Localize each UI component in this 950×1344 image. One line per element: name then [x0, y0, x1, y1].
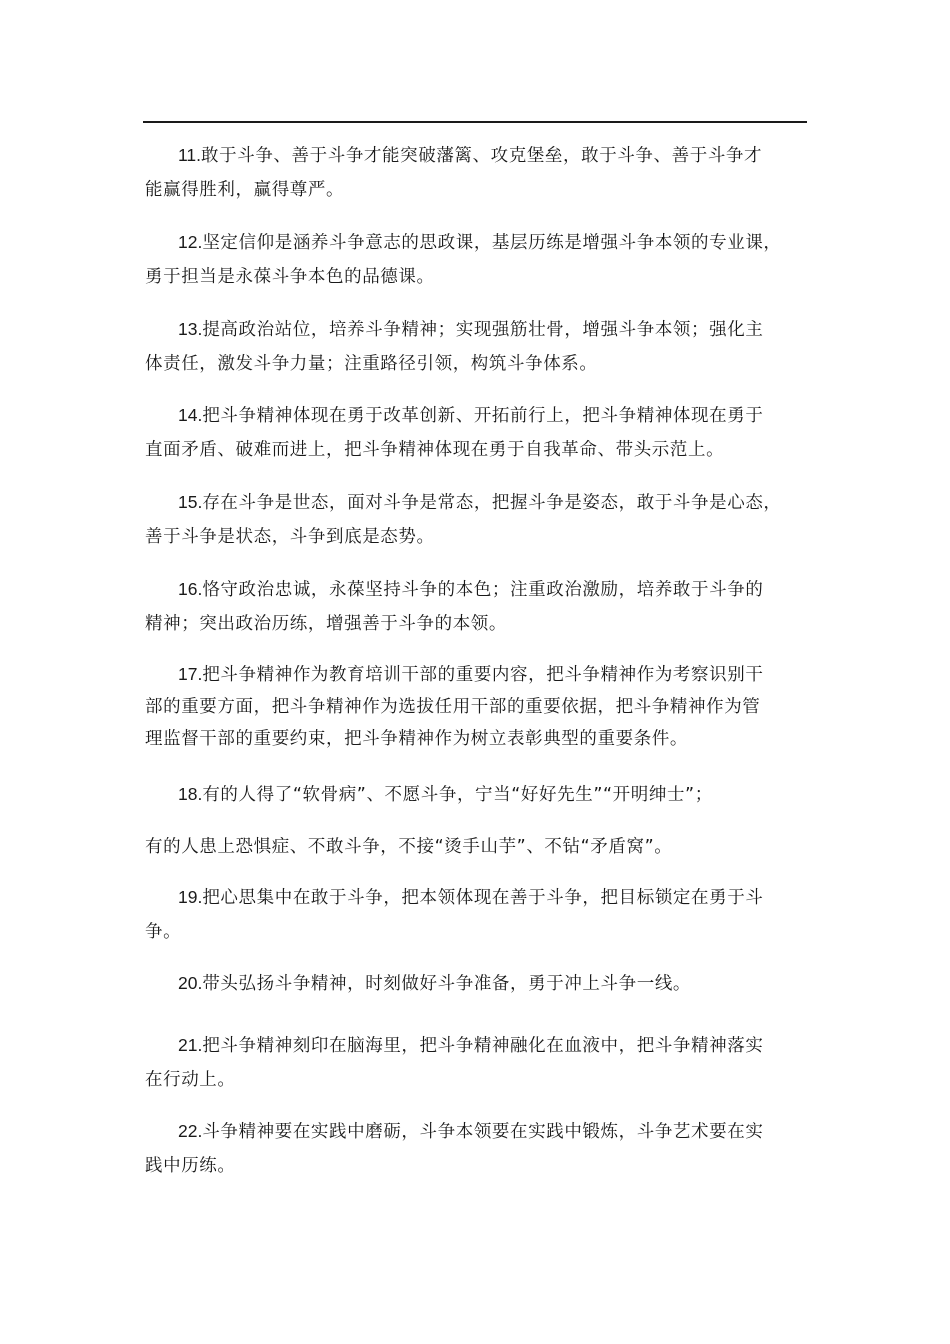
paragraph-text: 带头弘扬斗争精神，时刻做好斗争准备，勇于冲上斗争一线。: [202, 974, 692, 994]
paragraph-text: 坚定信仰是涵养斗争意志的思政课，基层历练是增强斗争本领的专业课， 勇于担当是永葆斗争本色的品德课。: [145, 233, 782, 287]
paragraph-20: [145, 966, 813, 1001]
paragraph-text: 敢于斗争、善于斗争才能突破藩篱、攻克堡垒，敢于斗争、善于斗争才 能赢得胜利，赢得尊严。: [145, 146, 763, 200]
paragraph-number: 22.: [178, 1121, 203, 1141]
paragraph-text: 提高政治站位，培养斗争精神；实现强筋壮骨，增强斗争本领；强化主 体责任，激发斗争力量；注重路径引领，构筑斗争体系。: [145, 320, 764, 374]
paragraph-number: 19.: [178, 887, 203, 907]
paragraph-text: 把斗争精神体现在勇于改革创新、开拓前行上，把斗争精神体现在勇于 直面矛盾、破难而进上，把斗争精神体现在勇于自我革命、带头示范上。: [145, 406, 764, 460]
paragraph-text: 把斗争精神刻印在脑海里，把斗争精神融化在血液中，把斗争精神落实 在行动上。: [145, 1036, 764, 1090]
paragraph-number: 21.: [178, 1035, 203, 1055]
paragraph-number: 20.: [178, 973, 203, 993]
paragraph-16: [145, 572, 813, 641]
paragraph-text: 把心思集中在敢于斗争，把本领体现在善于斗争，把目标锁定在勇于斗 争。: [145, 888, 764, 942]
paragraph-text: 有的人得了“软骨病”、不愿斗争，宁当“好好先生”“开明绅士”； 有的人患上恐惧症、不敢斗争，不接“烫手山芋”、不钻“矛盾窝”。: [145, 785, 713, 857]
paragraph-number: 15.: [178, 492, 203, 512]
paragraph-15: [145, 485, 813, 554]
paragraph-text: 把斗争精神作为教育培训干部的重要内容，把斗争精神作为考察识别干 部的重要方面，把斗争精神作为选拔任用干部的重要依据，把斗争精神作为管 理监督干部的重要约束，把斗争精神作为树立表彰典型的重要条件。: [145, 665, 764, 749]
paragraph-text: 斗争精神要在实践中磨砺，斗争本领要在实践中锻炼，斗争艺术要在实 践中历练。: [145, 1122, 764, 1176]
paragraph-number: 17.: [178, 664, 203, 684]
paragraph-number: 16.: [178, 579, 203, 599]
paragraph-17: [145, 658, 813, 755]
paragraph-21: [145, 1028, 813, 1097]
paragraph-number: 18.: [178, 784, 203, 804]
paragraph-number: 14.: [178, 405, 203, 425]
paragraph-12: [145, 225, 813, 294]
paragraph-number: 13.: [178, 319, 203, 339]
paragraph-11: [145, 138, 813, 207]
paragraph-19: [145, 880, 813, 949]
paragraph-number: 12.: [178, 232, 203, 252]
paragraph-text: 恪守政治忠诚，永葆坚持斗争的本色；注重政治激励，培养敢于斗争的 精神；突出政治历练，增强善于斗争的本领。: [145, 580, 764, 634]
paragraph-18: [145, 768, 813, 873]
paragraph-text: 存在斗争是世态，面对斗争是常态，把握斗争是姿态，敢于斗争是心态， 善于斗争是状态，斗争到底是态势。: [145, 493, 782, 547]
paragraph-22: [145, 1114, 813, 1183]
header-rule: [143, 121, 807, 123]
paragraph-13: [145, 312, 813, 381]
paragraph-number: 11.: [178, 145, 202, 165]
paragraph-14: [145, 398, 813, 467]
